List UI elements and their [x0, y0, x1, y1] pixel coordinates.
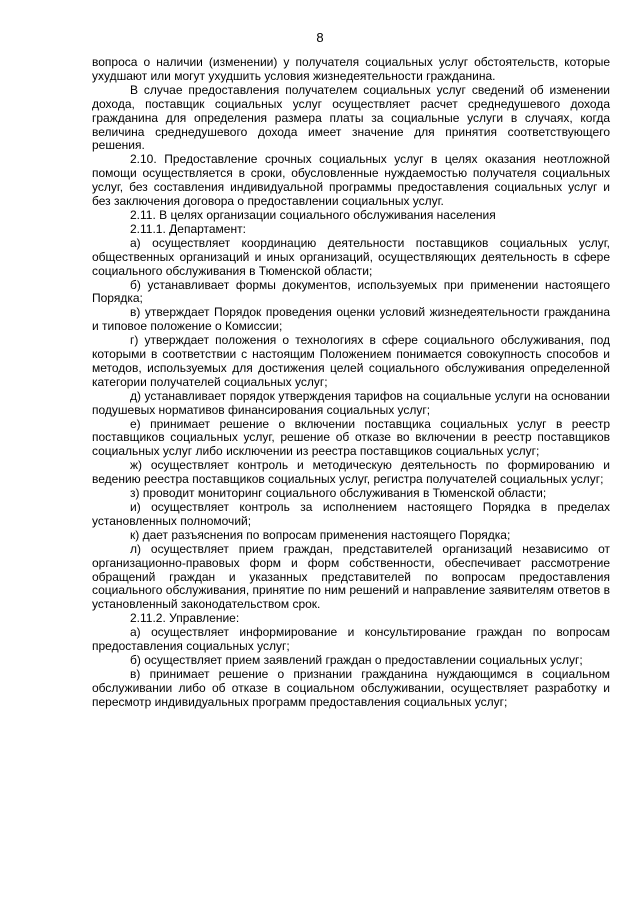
paragraph: и) осуществляет контроль за исполнением настоящего Порядка в пределах установленных полномочий;	[92, 500, 610, 528]
paragraph: г) утверждает положения о технологиях в сфере социального обслуживания, под которыми в соответствии с настоящим Положением понимается совокупность способов и методов, используемых для достижения целей социального обслуживания определенной категории получателей социальных услуг;	[92, 333, 610, 389]
page-number: 8	[316, 30, 324, 45]
paragraph: вопроса о наличии (изменении) у получателя социальных услуг обстоятельств, которые ухудшают или могут ухудшить условия жизнедеятельности гражданина.	[92, 55, 610, 83]
paragraph: д) устанавливает порядок утверждения тарифов на социальные услуги на основании подушевых нормативов финансирования социальных услуг;	[92, 388, 610, 417]
document-body	[92, 56, 610, 710]
paragraph: к) дает разъяснения по вопросам применения настоящего Порядка;	[130, 527, 511, 542]
paragraph: 2.11.2. Управление:	[130, 611, 240, 626]
paragraph: б) осуществляет прием заявлений граждан о предоставлении социальных услуг;	[130, 652, 583, 667]
paragraph: 2.11.1. Департамент:	[130, 221, 246, 236]
paragraph: 2.10. Предоставление срочных социальных услуг в целях оказания неотложной помощи осуществляется в сроки, обусловленные нуждаемостью получателя социальных услуг, без составления индивидуальной программы предоставления социальных услуг и без заключения договора о предоставлении социальных услуг.	[92, 152, 610, 209]
paragraph: е) принимает решение о включении поставщика социальных услуг в реестр поставщиков социальных услуг, решение об отказе во включении в реестр поставщиков социальных услуг либо исключении из реестра поставщиков социальных услуг;	[92, 416, 610, 459]
paragraph: в) утверждает Порядок проведения оценки условий жизнедеятельности гражданина и типовое положение о Комиссии;	[92, 305, 610, 334]
paragraph: а) осуществляет координацию деятельности поставщиков социальных услуг, общественных организаций и иных организаций, осуществляющих деятельность в сфере социального обслуживания в Тюменской области;	[92, 235, 610, 278]
paragraph: л) осуществляет прием граждан, представителей организаций независимо от организационно-правовых форм и форм собственности, обеспечивает рассмотрение обращений граждан и указанных представителей по вопросам предоставления социального обслуживания, принятие по ним решений и направление заявителям ответов в установленный законодательством срок.	[92, 541, 610, 612]
paragraph: 2.11. В целях организации социального обслуживания населения	[130, 207, 496, 222]
paragraph: а) осуществляет информирование и консультирование граждан по вопросам предоставления социальных услуг;	[92, 625, 610, 654]
paragraph: б) устанавливает формы документов, используемых при применении настоящего Порядка;	[92, 277, 610, 306]
paragraph: ж) осуществляет контроль и методическую деятельность по формированию и ведению реестра поставщиков социальных услуг, регистра получателей социальных услуг;	[92, 458, 610, 487]
paragraph: В случае предоставления получателем социальных услуг сведений об изменении дохода, поставщик социальных услуг осуществляет расчет среднедушевого дохода гражданина для определения размера платы за социальные услуги в случаях, когда величина среднедушевого дохода имеет значение для принятия соответствующего решения.	[92, 82, 610, 153]
paragraph: з) проводит мониторинг социального обслуживания в Тюменской области;	[130, 486, 547, 501]
paragraph: в) принимает решение о признании гражданина нуждающимся в социальном обслуживании либо об отказе в социальном обслуживании, осуществляет разработку и пересмотр индивидуальных программ предоставления социальных услуг;	[92, 666, 610, 709]
